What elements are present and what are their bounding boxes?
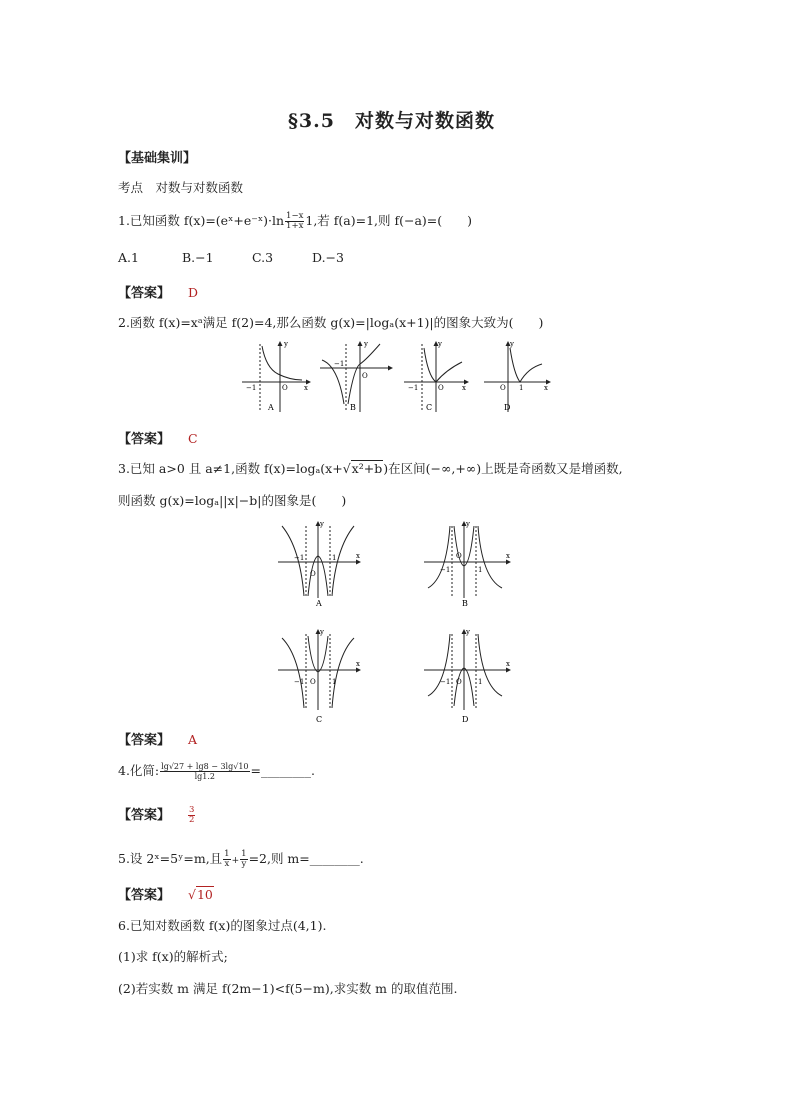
- svg-text:1: 1: [478, 566, 483, 574]
- q3-graph-d: [424, 628, 510, 722]
- q1-option-d: D.−3: [312, 250, 344, 265]
- svg-text:y: y: [438, 340, 442, 348]
- svg-text:1: 1: [478, 678, 483, 686]
- q4-fraction: $\frac{\lg√27 + \lg 8 - 3\lg√10}{\lg 1.2}$: [161, 762, 249, 781]
- svg-text:O: O: [500, 384, 506, 392]
- section-heading: 【基础集训】: [118, 151, 197, 166]
- question-5: 5.设 2ˣ=5ʸ=m,且 $\frac{1}{x}$ + $\frac{1}{y}$ =2,则 m=________.: [118, 849, 364, 869]
- graph-label-c: C: [426, 403, 433, 412]
- svg-text:O: O: [310, 570, 316, 578]
- q1-post: 1,若 f(a)=1,则 f(−a)=( ): [305, 213, 473, 228]
- q3-answer-value: A: [188, 732, 198, 747]
- graph-label-a: A: [268, 403, 274, 412]
- q1-option-b: B.−1: [182, 250, 214, 265]
- q4-answer: 【答案】 $\frac{3}{2}$: [118, 805, 195, 825]
- question-4: 4.化简: $\frac{\lg√27 + \lg 8 - 3\lg√10}{\lg 1.2}$ =________.: [118, 762, 315, 781]
- svg-text:x: x: [356, 660, 360, 668]
- q2-graph-c: [404, 340, 468, 412]
- svg-text:1: 1: [332, 554, 337, 562]
- graph-label-b: B: [350, 403, 356, 412]
- answer-label: 【答案】: [118, 286, 171, 301]
- q2-answer-value: C: [188, 431, 198, 446]
- axis-x-label: x: [304, 384, 308, 392]
- q4-answer-value: $\frac{3}{2}$: [189, 805, 195, 825]
- svg-text:y: y: [466, 628, 470, 636]
- q2-graph-b: [320, 340, 392, 412]
- q3-graph-label-a: A: [316, 599, 322, 608]
- question-3-line-2: 则函数 g(x)=logₐ||x|−b|的图象是( ): [118, 493, 347, 508]
- svg-text:x: x: [356, 552, 360, 560]
- graph-label-d: D: [504, 403, 511, 412]
- q1-answer-value: D: [188, 285, 199, 300]
- svg-text:−1: −1: [294, 554, 305, 562]
- q5-answer: 【答案】 √10: [118, 887, 213, 903]
- question-6: 6.已知对数函数 f(x)的图象过点(4,1).: [118, 918, 327, 933]
- q2-graph-d: [484, 340, 550, 412]
- q2-answer: 【答案】 C: [118, 431, 198, 447]
- svg-text:−1: −1: [440, 678, 451, 686]
- q3-graph-a: [278, 520, 360, 608]
- minus-one-label: −1: [246, 384, 257, 392]
- q1-option-c: C.3: [252, 250, 274, 265]
- page-title: §3.5 对数与对数函数: [288, 110, 495, 132]
- svg-text:−1: −1: [408, 384, 419, 392]
- q1-answer: [118, 282, 198, 301]
- question-1: [118, 211, 472, 231]
- svg-text:O: O: [456, 678, 462, 686]
- q3-graph-label-d: D: [462, 715, 469, 722]
- svg-text:y: y: [320, 628, 324, 636]
- q1-option-a: A.1: [118, 250, 139, 265]
- svg-text:y: y: [364, 340, 368, 348]
- axis-y-label: y: [284, 340, 288, 348]
- q3-graph-b: [424, 520, 510, 608]
- q3-graphs: [276, 518, 526, 722]
- svg-text:−1: −1: [294, 678, 305, 686]
- question-6-part-1: (1)求 f(x)的解析式;: [118, 949, 228, 964]
- svg-text:x: x: [506, 660, 510, 668]
- svg-text:O: O: [438, 384, 444, 392]
- q2-graph-a: [242, 340, 310, 412]
- svg-text:−1: −1: [334, 360, 345, 368]
- q5-answer-value: √10: [188, 887, 213, 902]
- question-2: 2.函数 f(x)=xᵃ满足 f(2)=4,那么函数 g(x)=|logₐ(x+1)|的图象大致为( ): [118, 315, 544, 330]
- svg-text:O: O: [362, 372, 368, 380]
- question-3-line-1: 3.已知 a>0 且 a≠1,函数 f(x)=logₐ(x+√x²+b)在区间(−∞,+∞)上既是奇函数又是增函数,: [118, 461, 623, 476]
- svg-text:1: 1: [332, 678, 337, 686]
- q3-answer: 【答案】 A: [118, 732, 198, 748]
- svg-text:1: 1: [519, 384, 524, 392]
- svg-text:y: y: [320, 520, 324, 528]
- svg-text:y: y: [510, 340, 514, 348]
- q3-graph-label-c: C: [316, 715, 323, 722]
- svg-text:y: y: [466, 520, 470, 528]
- svg-text:x: x: [544, 384, 548, 392]
- svg-text:x: x: [462, 384, 466, 392]
- q1-options: [118, 250, 344, 265]
- question-6-part-2: (2)若实数 m 满足 f(2m−1)<f(5−m),求实数 m 的取值范围.: [118, 981, 458, 996]
- q3-graph-label-b: B: [462, 599, 468, 608]
- svg-text:O: O: [456, 552, 462, 560]
- q3-graph-c: [278, 628, 360, 722]
- svg-text:x: x: [506, 552, 510, 560]
- q1-fraction: $\frac{1-x}{1+x}$: [286, 211, 304, 231]
- q2-graphs: [238, 338, 558, 416]
- kaodian-heading: 考点 对数与对数函数: [118, 180, 244, 195]
- sqrt-symbol: √: [342, 461, 351, 476]
- origin-label: O: [282, 384, 288, 392]
- svg-text:−1: −1: [440, 566, 451, 574]
- svg-text:O: O: [310, 678, 316, 686]
- q1-pre: 1.已知函数 f(x)=(eˣ+e⁻ˣ)·ln: [118, 213, 285, 228]
